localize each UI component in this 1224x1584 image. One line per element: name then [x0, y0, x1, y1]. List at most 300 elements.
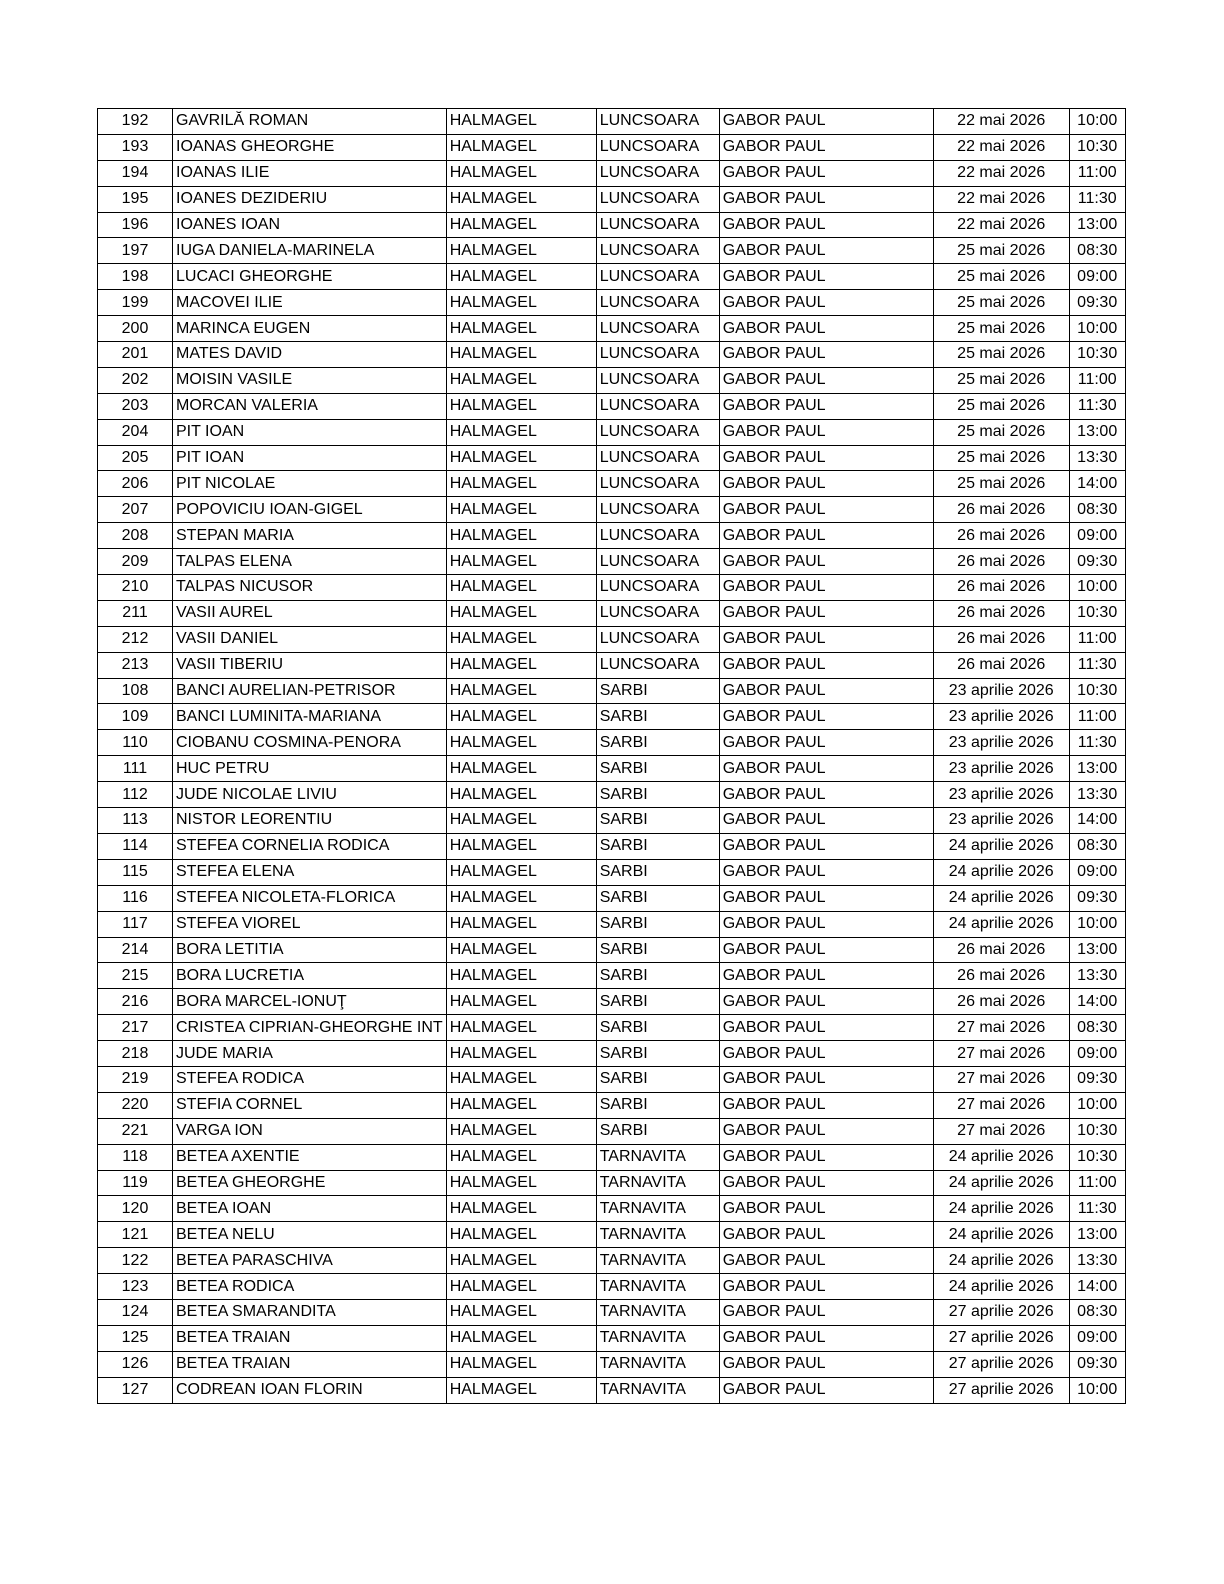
village: LUNCSOARA [596, 342, 719, 368]
appointment-time: 11:30 [1069, 730, 1125, 756]
agent-name: GABOR PAUL [719, 419, 933, 445]
appointment-date: 22 mai 2026 [933, 186, 1069, 212]
table-row [98, 471, 1126, 497]
agent-name: GABOR PAUL [719, 1015, 933, 1041]
locality: HALMAGEL [446, 419, 596, 445]
row-number: 112 [98, 782, 173, 808]
agent-name: GABOR PAUL [719, 549, 933, 575]
agent-name: GABOR PAUL [719, 678, 933, 704]
appointment-date: 27 aprilie 2026 [933, 1299, 1069, 1325]
locality: HALMAGEL [446, 1144, 596, 1170]
appointment-date: 23 aprilie 2026 [933, 808, 1069, 834]
table-row [98, 1248, 1126, 1274]
appointment-time: 10:30 [1069, 600, 1125, 626]
locality: HALMAGEL [446, 1248, 596, 1274]
village: LUNCSOARA [596, 238, 719, 264]
person-name: MOISIN VASILE [173, 367, 447, 393]
row-number: 115 [98, 859, 173, 885]
row-number: 211 [98, 600, 173, 626]
appointment-time: 10:00 [1069, 575, 1125, 601]
locality: HALMAGEL [446, 316, 596, 342]
agent-name: GABOR PAUL [719, 756, 933, 782]
locality: HALMAGEL [446, 1222, 596, 1248]
appointment-date: 27 mai 2026 [933, 1066, 1069, 1092]
table-row [98, 859, 1126, 885]
appointment-time: 08:30 [1069, 833, 1125, 859]
appointment-date: 24 aprilie 2026 [933, 859, 1069, 885]
appointment-date: 25 mai 2026 [933, 419, 1069, 445]
row-number: 126 [98, 1351, 173, 1377]
row-number: 217 [98, 1015, 173, 1041]
agent-name: GABOR PAUL [719, 212, 933, 238]
appointment-time: 14:00 [1069, 989, 1125, 1015]
person-name: STEFIA CORNEL [173, 1092, 447, 1118]
agent-name: GABOR PAUL [719, 626, 933, 652]
table-row [98, 989, 1126, 1015]
row-number: 210 [98, 575, 173, 601]
appointment-date: 26 mai 2026 [933, 497, 1069, 523]
table-row [98, 367, 1126, 393]
appointment-date: 27 aprilie 2026 [933, 1377, 1069, 1403]
row-number: 198 [98, 264, 173, 290]
appointment-date: 26 mai 2026 [933, 963, 1069, 989]
person-name: BORA MARCEL-IONUŢ [173, 989, 447, 1015]
appointment-time: 08:30 [1069, 238, 1125, 264]
agent-name: GABOR PAUL [719, 316, 933, 342]
appointment-time: 09:00 [1069, 523, 1125, 549]
appointment-date: 24 aprilie 2026 [933, 833, 1069, 859]
person-name: BANCI LUMINITA-MARIANA [173, 704, 447, 730]
appointment-time: 11:00 [1069, 367, 1125, 393]
village: LUNCSOARA [596, 523, 719, 549]
row-number: 207 [98, 497, 173, 523]
village: TARNAVITA [596, 1144, 719, 1170]
appointment-time: 10:00 [1069, 911, 1125, 937]
village: SARBI [596, 1092, 719, 1118]
appointment-time: 13:30 [1069, 963, 1125, 989]
appointment-time: 08:30 [1069, 1299, 1125, 1325]
village: TARNAVITA [596, 1248, 719, 1274]
table-row [98, 782, 1126, 808]
person-name: POPOVICIU IOAN-GIGEL [173, 497, 447, 523]
appointment-date: 24 aprilie 2026 [933, 1248, 1069, 1274]
appointment-date: 25 mai 2026 [933, 238, 1069, 264]
agent-name: GABOR PAUL [719, 1118, 933, 1144]
locality: HALMAGEL [446, 134, 596, 160]
appointment-date: 26 mai 2026 [933, 600, 1069, 626]
person-name: MORCAN VALERIA [173, 393, 447, 419]
appointment-time: 09:00 [1069, 1041, 1125, 1067]
schedule-table [97, 108, 1126, 1404]
agent-name: GABOR PAUL [719, 600, 933, 626]
village: SARBI [596, 1066, 719, 1092]
village: LUNCSOARA [596, 186, 719, 212]
locality: HALMAGEL [446, 238, 596, 264]
table-row [98, 342, 1126, 368]
locality: HALMAGEL [446, 1351, 596, 1377]
appointment-date: 26 mai 2026 [933, 652, 1069, 678]
table-row [98, 1170, 1126, 1196]
row-number: 195 [98, 186, 173, 212]
table-row [98, 885, 1126, 911]
row-number: 194 [98, 160, 173, 186]
row-number: 220 [98, 1092, 173, 1118]
row-number: 114 [98, 833, 173, 859]
locality: HALMAGEL [446, 393, 596, 419]
village: LUNCSOARA [596, 212, 719, 238]
locality: HALMAGEL [446, 575, 596, 601]
appointment-time: 13:30 [1069, 445, 1125, 471]
table-row [98, 1118, 1126, 1144]
table-row [98, 445, 1126, 471]
table-row [98, 626, 1126, 652]
village: SARBI [596, 885, 719, 911]
agent-name: GABOR PAUL [719, 393, 933, 419]
agent-name: GABOR PAUL [719, 367, 933, 393]
locality: HALMAGEL [446, 1170, 596, 1196]
locality: HALMAGEL [446, 704, 596, 730]
village: TARNAVITA [596, 1299, 719, 1325]
table-row [98, 523, 1126, 549]
appointment-date: 22 mai 2026 [933, 134, 1069, 160]
appointment-time: 13:30 [1069, 1248, 1125, 1274]
row-number: 125 [98, 1325, 173, 1351]
locality: HALMAGEL [446, 1092, 596, 1118]
village: SARBI [596, 730, 719, 756]
agent-name: GABOR PAUL [719, 989, 933, 1015]
locality: HALMAGEL [446, 1377, 596, 1403]
row-number: 216 [98, 989, 173, 1015]
locality: HALMAGEL [446, 1118, 596, 1144]
appointment-time: 10:30 [1069, 1144, 1125, 1170]
village: LUNCSOARA [596, 393, 719, 419]
person-name: BETEA SMARANDITA [173, 1299, 447, 1325]
table-row [98, 937, 1126, 963]
agent-name: GABOR PAUL [719, 833, 933, 859]
village: LUNCSOARA [596, 316, 719, 342]
appointment-time: 14:00 [1069, 471, 1125, 497]
person-name: CIOBANU COSMINA-PENORA [173, 730, 447, 756]
person-name: IOANAS ILIE [173, 160, 447, 186]
person-name: BETEA AXENTIE [173, 1144, 447, 1170]
person-name: IOANES DEZIDERIU [173, 186, 447, 212]
appointment-date: 25 mai 2026 [933, 342, 1069, 368]
agent-name: GABOR PAUL [719, 1196, 933, 1222]
row-number: 204 [98, 419, 173, 445]
appointment-date: 23 aprilie 2026 [933, 678, 1069, 704]
locality: HALMAGEL [446, 1041, 596, 1067]
agent-name: GABOR PAUL [719, 471, 933, 497]
agent-name: GABOR PAUL [719, 1299, 933, 1325]
person-name: BORA LUCRETIA [173, 963, 447, 989]
appointment-date: 22 mai 2026 [933, 160, 1069, 186]
village: LUNCSOARA [596, 549, 719, 575]
row-number: 193 [98, 134, 173, 160]
table-row [98, 1092, 1126, 1118]
agent-name: GABOR PAUL [719, 1092, 933, 1118]
row-number: 208 [98, 523, 173, 549]
village: LUNCSOARA [596, 445, 719, 471]
schedule-rows [98, 109, 1126, 1404]
table-row [98, 678, 1126, 704]
appointment-date: 24 aprilie 2026 [933, 1274, 1069, 1300]
agent-name: GABOR PAUL [719, 1222, 933, 1248]
appointment-date: 24 aprilie 2026 [933, 911, 1069, 937]
village: LUNCSOARA [596, 160, 719, 186]
agent-name: GABOR PAUL [719, 160, 933, 186]
appointment-time: 13:00 [1069, 212, 1125, 238]
person-name: NISTOR LEORENTIU [173, 808, 447, 834]
appointment-time: 10:00 [1069, 316, 1125, 342]
appointment-date: 24 aprilie 2026 [933, 1144, 1069, 1170]
person-name: STEFEA VIOREL [173, 911, 447, 937]
appointment-time: 11:30 [1069, 1196, 1125, 1222]
locality: HALMAGEL [446, 678, 596, 704]
village: LUNCSOARA [596, 419, 719, 445]
agent-name: GABOR PAUL [719, 109, 933, 135]
appointment-date: 27 mai 2026 [933, 1092, 1069, 1118]
person-name: BETEA TRAIAN [173, 1351, 447, 1377]
appointment-time: 09:30 [1069, 549, 1125, 575]
locality: HALMAGEL [446, 290, 596, 316]
locality: HALMAGEL [446, 756, 596, 782]
village: SARBI [596, 1041, 719, 1067]
locality: HALMAGEL [446, 549, 596, 575]
table-row [98, 134, 1126, 160]
table-row [98, 730, 1126, 756]
appointment-date: 26 mai 2026 [933, 523, 1069, 549]
appointment-date: 26 mai 2026 [933, 549, 1069, 575]
table-row [98, 212, 1126, 238]
appointment-time: 11:00 [1069, 704, 1125, 730]
person-name: LUCACI GHEORGHE [173, 264, 447, 290]
locality: HALMAGEL [446, 1274, 596, 1300]
appointment-time: 13:00 [1069, 419, 1125, 445]
person-name: VASII DANIEL [173, 626, 447, 652]
locality: HALMAGEL [446, 445, 596, 471]
row-number: 201 [98, 342, 173, 368]
village: LUNCSOARA [596, 575, 719, 601]
appointment-date: 27 aprilie 2026 [933, 1351, 1069, 1377]
table-row [98, 393, 1126, 419]
table-row [98, 600, 1126, 626]
village: TARNAVITA [596, 1274, 719, 1300]
appointment-time: 13:00 [1069, 1222, 1125, 1248]
row-number: 203 [98, 393, 173, 419]
appointment-time: 11:30 [1069, 186, 1125, 212]
row-number: 221 [98, 1118, 173, 1144]
table-row [98, 1274, 1126, 1300]
row-number: 127 [98, 1377, 173, 1403]
appointment-time: 10:30 [1069, 1118, 1125, 1144]
person-name: VASII AUREL [173, 600, 447, 626]
row-number: 202 [98, 367, 173, 393]
table-row [98, 911, 1126, 937]
locality: HALMAGEL [446, 212, 596, 238]
person-name: BETEA TRAIAN [173, 1325, 447, 1351]
locality: HALMAGEL [446, 186, 596, 212]
person-name: STEFEA CORNELIA RODICA [173, 833, 447, 859]
village: SARBI [596, 704, 719, 730]
agent-name: GABOR PAUL [719, 911, 933, 937]
locality: HALMAGEL [446, 937, 596, 963]
table-row [98, 1299, 1126, 1325]
village: LUNCSOARA [596, 264, 719, 290]
row-number: 214 [98, 937, 173, 963]
row-number: 213 [98, 652, 173, 678]
village: SARBI [596, 859, 719, 885]
village: SARBI [596, 937, 719, 963]
person-name: CRISTEA CIPRIAN-GHEORGHE INT [173, 1015, 447, 1041]
appointment-time: 10:30 [1069, 134, 1125, 160]
row-number: 121 [98, 1222, 173, 1248]
appointment-time: 11:00 [1069, 626, 1125, 652]
village: SARBI [596, 989, 719, 1015]
table-row [98, 290, 1126, 316]
appointment-date: 27 mai 2026 [933, 1015, 1069, 1041]
agent-name: GABOR PAUL [719, 963, 933, 989]
village: LUNCSOARA [596, 367, 719, 393]
village: LUNCSOARA [596, 626, 719, 652]
person-name: PIT IOAN [173, 445, 447, 471]
table-row [98, 109, 1126, 135]
person-name: PIT NICOLAE [173, 471, 447, 497]
table-row [98, 419, 1126, 445]
appointment-time: 14:00 [1069, 1274, 1125, 1300]
person-name: MACOVEI ILIE [173, 290, 447, 316]
agent-name: GABOR PAUL [719, 1041, 933, 1067]
person-name: BETEA PARASCHIVA [173, 1248, 447, 1274]
locality: HALMAGEL [446, 808, 596, 834]
appointment-time: 13:00 [1069, 937, 1125, 963]
appointment-date: 22 mai 2026 [933, 109, 1069, 135]
appointment-date: 27 aprilie 2026 [933, 1325, 1069, 1351]
table-row [98, 704, 1126, 730]
row-number: 124 [98, 1299, 173, 1325]
locality: HALMAGEL [446, 911, 596, 937]
row-number: 206 [98, 471, 173, 497]
agent-name: GABOR PAUL [719, 1144, 933, 1170]
row-number: 111 [98, 756, 173, 782]
row-number: 196 [98, 212, 173, 238]
person-name: IOANAS GHEORGHE [173, 134, 447, 160]
person-name: STEFEA ELENA [173, 859, 447, 885]
village: TARNAVITA [596, 1351, 719, 1377]
row-number: 219 [98, 1066, 173, 1092]
table-row [98, 833, 1126, 859]
appointment-time: 11:00 [1069, 160, 1125, 186]
row-number: 218 [98, 1041, 173, 1067]
locality: HALMAGEL [446, 859, 596, 885]
locality: HALMAGEL [446, 989, 596, 1015]
row-number: 212 [98, 626, 173, 652]
agent-name: GABOR PAUL [719, 652, 933, 678]
table-row [98, 963, 1126, 989]
table-row [98, 1325, 1126, 1351]
appointment-time: 10:30 [1069, 678, 1125, 704]
agent-name: GABOR PAUL [719, 575, 933, 601]
agent-name: GABOR PAUL [719, 730, 933, 756]
table-row [98, 756, 1126, 782]
village: SARBI [596, 808, 719, 834]
person-name: IUGA DANIELA-MARINELA [173, 238, 447, 264]
village: LUNCSOARA [596, 600, 719, 626]
table-row [98, 575, 1126, 601]
village: SARBI [596, 963, 719, 989]
village: LUNCSOARA [596, 471, 719, 497]
person-name: TALPAS ELENA [173, 549, 447, 575]
person-name: VASII TIBERIU [173, 652, 447, 678]
row-number: 123 [98, 1274, 173, 1300]
locality: HALMAGEL [446, 1066, 596, 1092]
agent-name: GABOR PAUL [719, 1248, 933, 1274]
village: SARBI [596, 911, 719, 937]
row-number: 110 [98, 730, 173, 756]
table-row [98, 808, 1126, 834]
person-name: GAVRILĂ ROMAN [173, 109, 447, 135]
appointment-time: 09:30 [1069, 885, 1125, 911]
appointment-date: 23 aprilie 2026 [933, 756, 1069, 782]
table-row [98, 186, 1126, 212]
row-number: 109 [98, 704, 173, 730]
agent-name: GABOR PAUL [719, 238, 933, 264]
person-name: JUDE NICOLAE LIVIU [173, 782, 447, 808]
village: LUNCSOARA [596, 134, 719, 160]
row-number: 205 [98, 445, 173, 471]
agent-name: GABOR PAUL [719, 497, 933, 523]
appointment-date: 27 mai 2026 [933, 1118, 1069, 1144]
row-number: 120 [98, 1196, 173, 1222]
appointment-time: 10:00 [1069, 1092, 1125, 1118]
agent-name: GABOR PAUL [719, 1066, 933, 1092]
village: SARBI [596, 833, 719, 859]
appointment-time: 11:30 [1069, 652, 1125, 678]
row-number: 117 [98, 911, 173, 937]
person-name: BETEA NELU [173, 1222, 447, 1248]
appointment-date: 25 mai 2026 [933, 367, 1069, 393]
village: SARBI [596, 678, 719, 704]
locality: HALMAGEL [446, 730, 596, 756]
row-number: 209 [98, 549, 173, 575]
village: SARBI [596, 782, 719, 808]
appointment-date: 25 mai 2026 [933, 393, 1069, 419]
appointment-time: 09:30 [1069, 1066, 1125, 1092]
village: SARBI [596, 1015, 719, 1041]
person-name: JUDE MARIA [173, 1041, 447, 1067]
agent-name: GABOR PAUL [719, 704, 933, 730]
person-name: STEPAN MARIA [173, 523, 447, 549]
village: TARNAVITA [596, 1170, 719, 1196]
appointment-date: 24 aprilie 2026 [933, 885, 1069, 911]
person-name: TALPAS NICUSOR [173, 575, 447, 601]
table-row [98, 160, 1126, 186]
person-name: STEFEA RODICA [173, 1066, 447, 1092]
locality: HALMAGEL [446, 109, 596, 135]
locality: HALMAGEL [446, 1325, 596, 1351]
locality: HALMAGEL [446, 885, 596, 911]
village: LUNCSOARA [596, 109, 719, 135]
appointment-time: 08:30 [1069, 497, 1125, 523]
row-number: 113 [98, 808, 173, 834]
person-name: BETEA GHEORGHE [173, 1170, 447, 1196]
agent-name: GABOR PAUL [719, 342, 933, 368]
person-name: BETEA RODICA [173, 1274, 447, 1300]
locality: HALMAGEL [446, 1299, 596, 1325]
appointment-date: 26 mai 2026 [933, 575, 1069, 601]
agent-name: GABOR PAUL [719, 885, 933, 911]
appointment-time: 08:30 [1069, 1015, 1125, 1041]
table-row [98, 1144, 1126, 1170]
